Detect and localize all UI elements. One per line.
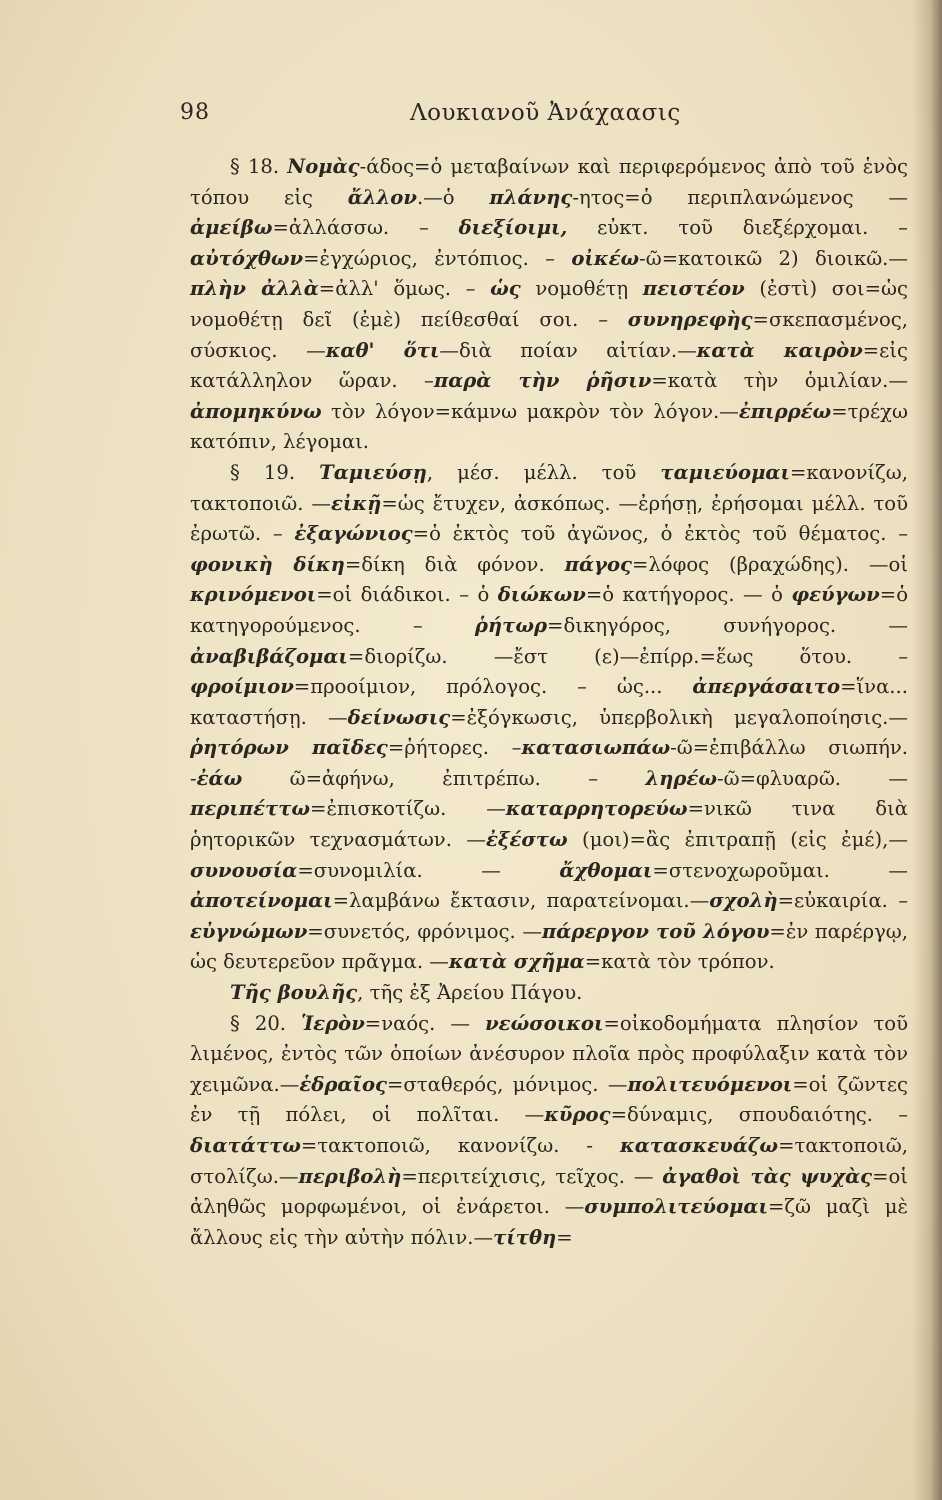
page-number: 98 bbox=[180, 100, 210, 125]
glossary-term: κρινόμενοι bbox=[190, 583, 317, 607]
gloss-text: -άδος=ὁ μεταβαίνων καὶ περιφερόμενος ἀπὸ τοῦ ἑνὸς τόπου εἰς bbox=[190, 155, 908, 209]
gloss-text: =κανονίζω, τακτοποιῶ. — bbox=[190, 460, 908, 515]
gloss-text: =οἱ ἀληθῶς μορφωμένοι, οἱ ἐνάρετοι. — bbox=[190, 1164, 908, 1219]
glossary-term: παρὰ τὴν ῥῆσιν bbox=[433, 369, 652, 393]
gloss-text: =ἐν παρέργῳ, ὡς δευτερεῦον πρᾶγμα. — bbox=[190, 919, 909, 974]
gloss-text: .—ὁ bbox=[416, 185, 490, 209]
glossary-term: φεύγων bbox=[791, 583, 880, 607]
gloss-text: =σκεπασμένος, σύσκιος. — bbox=[190, 307, 908, 362]
running-title: Λουκιανοῦ Ἀνάχαασις bbox=[410, 100, 681, 126]
gloss-text: =ζῶ μαζὶ μὲ ἄλλους εἰς τὴν αὐτὴν πόλιν.— bbox=[190, 1195, 908, 1249]
gloss-text: =ὁ κατηγορούμενος. – bbox=[190, 583, 908, 637]
gloss-text: =τακτοποιῶ, κανονίζω. - bbox=[300, 1134, 621, 1157]
commentary-body bbox=[190, 152, 908, 1253]
gloss-text: =συνετός, φρόνιμος. — bbox=[307, 919, 542, 943]
gloss-text: =ὁ κατήγορος. — ὁ bbox=[585, 583, 792, 607]
gloss-text: =συνομιλία. — bbox=[297, 858, 560, 882]
gloss-text: =δίκη διὰ φόνον. bbox=[344, 552, 565, 576]
gloss-text: =λαμβάνω ἔκτασιν, παρατείνομαι.— bbox=[332, 889, 710, 913]
glossary-term: ῥήτωρ bbox=[474, 613, 548, 637]
section-number: § 19. bbox=[230, 460, 320, 484]
glossary-term: πλὴν ἀλλὰ bbox=[190, 277, 319, 301]
gloss-text: ῶ=ἀφήνω, ἐπιτρέπω. – bbox=[242, 766, 646, 790]
glossary-term: κατὰ καιρὸν bbox=[696, 338, 863, 362]
glossary-term: εἰκῇ bbox=[331, 491, 382, 515]
gloss-text: =προοίμιον, πρόλογος. – ὡς... bbox=[293, 675, 693, 699]
glossary-term: τίτθη bbox=[493, 1225, 557, 1249]
glossary-term: κατασιωπάω bbox=[521, 736, 671, 760]
gloss-text: =κατὰ τὸν τρόπον. bbox=[584, 950, 775, 974]
glossary-term: πλάνης bbox=[489, 185, 573, 209]
glossary-term: Τῆς βουλῆς bbox=[230, 981, 358, 1005]
gloss-text: =ἐξόγκωσις, ὑπερβολικὴ μεγαλοποίησις.— bbox=[450, 705, 908, 729]
glossary-term: ἀπομηκύνω bbox=[190, 399, 322, 423]
gloss-text: τὸν λόγον=κάμνω μακρὸν τὸν λόγον.— bbox=[321, 399, 739, 423]
glossary-term: δείνωσις bbox=[347, 705, 451, 729]
glossary-term: ἀναβιβάζομαι bbox=[190, 644, 348, 668]
gloss-text: =δύναμις, σπουδαιότης. – bbox=[610, 1103, 908, 1127]
gloss-text: =ὁ ἐκτὸς τοῦ ἀγῶνος, ὁ ἐκτὸς τοῦ θέματος. – bbox=[412, 522, 908, 546]
glossary-term: ἑδραῖος bbox=[299, 1072, 387, 1096]
glossary-term: κῦρος bbox=[544, 1103, 611, 1127]
glossary-term: ἐάω bbox=[196, 766, 243, 790]
glossary-term: αὐτόχθων bbox=[190, 246, 304, 270]
gloss-text: =ναός. — bbox=[364, 1011, 486, 1035]
glossary-term: διώκων bbox=[497, 583, 586, 607]
glossary-term: πάγος bbox=[564, 552, 632, 576]
gloss-text: =ἀλλάσσω. – bbox=[272, 216, 459, 240]
glossary-term: κατασκευάζω bbox=[620, 1134, 779, 1157]
gloss-text: =λόφος (βραχώδης). —οἱ bbox=[631, 552, 909, 576]
gloss-text: =εἰς κατάλληλον ὥραν. – bbox=[190, 338, 908, 393]
glossary-term: διατάττω bbox=[190, 1134, 301, 1157]
gloss-text: =ὡς ἔτυχεν, ἀσκόπως. —ἐρήσῃ, ἐρήσομαι μέλλ. τοῦ ἐρωτῶ. – bbox=[190, 491, 909, 546]
gloss-text: —διὰ ποίαν αἰτίαν.— bbox=[439, 338, 697, 362]
glossary-term: νεώσοικοι bbox=[485, 1011, 604, 1035]
gloss-text: , μέσ. μέλλ. τοῦ bbox=[426, 460, 661, 484]
glossary-term: πειστέον bbox=[642, 277, 745, 301]
glossary-term: περιβολὴ bbox=[298, 1164, 402, 1188]
glossary-term: Νομὰς bbox=[287, 155, 360, 178]
glossary-term: εὐγνώμων bbox=[190, 919, 308, 943]
glossary-term: ληρέω bbox=[645, 766, 718, 790]
gloss-text: =οἰκοδομήματα πλησίον τοῦ λιμένος, ἐντὸς τῶν ὁποίων ἀνέσυρον πλοῖα πρὸς προφύλαξιν κατὰ τὸν χειμῶνα.— bbox=[190, 1011, 908, 1096]
gloss-text: =δικηγόρος, συνήγορος. — bbox=[547, 613, 909, 637]
glossary-term: φονικὴ δίκη bbox=[190, 552, 345, 576]
gloss-text: εὐκτ. τοῦ διεξέρχομαι. – bbox=[567, 216, 908, 240]
glossary-term: φροίμιον bbox=[190, 675, 294, 699]
glossary-term: ἀγαθοὶ τὰς ψυχὰς bbox=[662, 1164, 873, 1188]
gloss-text: νομοθέτῃ bbox=[520, 277, 643, 301]
gloss-text: (μοι)=ἂς ἐπιτραπῇ (εἰς ἐμέ),— bbox=[567, 828, 908, 852]
glossary-term: ἀμείβω bbox=[190, 216, 273, 240]
gloss-text: -ῶ=κατοικῶ 2) διοικῶ.— bbox=[639, 246, 909, 270]
gloss-text: =εὐκαιρία. – bbox=[777, 889, 908, 913]
gloss-text: =οἱ διάδικοι. – ὁ bbox=[316, 583, 498, 607]
gloss-text: =σταθερός, μόνιμος. — bbox=[386, 1072, 628, 1096]
gloss-text: =τρέχω κατόπιν, λέγομαι. bbox=[190, 399, 908, 454]
gloss-text: =ἀλλ' ὅμως. – bbox=[318, 277, 491, 301]
gloss-text: -ῶ=φλυαρῶ. — bbox=[717, 766, 908, 790]
glossary-term: ἀποτείνομαι bbox=[190, 889, 333, 913]
gloss-text: =ῥήτορες. – bbox=[387, 736, 522, 760]
section-number: § 20. bbox=[230, 1011, 302, 1035]
page-spine-shadow bbox=[912, 0, 942, 1500]
gloss-text: =στενοχωροῦμαι. — bbox=[652, 858, 908, 882]
gloss-text: =ἵνα... καταστήσῃ. — bbox=[190, 675, 908, 729]
glossary-term: ἐξαγώνιος bbox=[294, 522, 413, 546]
gloss-text: =τακτοποιῶ, στολίζω.— bbox=[190, 1134, 908, 1188]
glossary-term: ἀπεργάσαιτο bbox=[692, 675, 841, 699]
glossary-term: ἄλλον bbox=[347, 185, 417, 209]
gloss-text: , τῆς ἐξ Ἀρείου Πάγου. bbox=[357, 981, 583, 1005]
glossary-term: κατὰ σχῆμα bbox=[448, 950, 585, 974]
glossary-term: καθ' ὅτι bbox=[325, 338, 440, 362]
glossary-term: ἄχθομαι bbox=[559, 858, 653, 882]
glossary-term: ἐξέστω bbox=[485, 828, 568, 852]
section-19-note-paragraph bbox=[190, 978, 908, 1009]
page-header bbox=[180, 100, 880, 134]
glossary-term: ὡς bbox=[490, 277, 521, 301]
glossary-term: καταρρητορεύω bbox=[505, 797, 688, 821]
gloss-text: =νικῶ τινα διὰ ῥητορικῶν τεχνασμάτων. — bbox=[190, 797, 908, 852]
gloss-text: =ἐγχώριος, ἐντόπιος. – bbox=[303, 246, 572, 270]
section-18-paragraph bbox=[190, 152, 908, 458]
glossary-term: ταμιεύομαι bbox=[660, 460, 790, 484]
gloss-text: =διορίζω. —ἔστ (ε)—ἐπίρρ.=ἕως ὅτου. – bbox=[347, 644, 908, 668]
gloss-text: -ητος=ὁ περιπλανώμενος — bbox=[572, 185, 908, 209]
glossary-term: Ἱερὸν bbox=[301, 1011, 365, 1035]
gloss-text: =ἐπισκοτίζω. — bbox=[310, 797, 506, 821]
gloss-text: (ἐστὶ) σοι=ὡς νομοθέτῃ δεῖ (ἐμὲ) πείθεσθαί σοι. – bbox=[190, 277, 908, 331]
glossary-term: συνουσία bbox=[190, 858, 298, 882]
glossary-term: περιπέττω bbox=[190, 797, 311, 821]
glossary-term: ῥητόρων παῖδες bbox=[190, 736, 388, 760]
gloss-text: -ῶ=ἐπιβάλλω σιωπήν. - bbox=[190, 736, 909, 790]
gloss-text: =περιτείχισις, τεῖχος. — bbox=[401, 1164, 663, 1188]
glossary-term: συνηρεφὴς bbox=[627, 307, 753, 331]
glossary-term: σχολὴ bbox=[709, 889, 778, 913]
glossary-term: συμπολιτεύομαι bbox=[584, 1195, 768, 1219]
gloss-text: = bbox=[556, 1225, 573, 1249]
glossary-term: οἰκέω bbox=[571, 246, 640, 270]
section-19-paragraph bbox=[190, 458, 908, 978]
gloss-text: =οἱ ζῶντες ἐν τῇ πόλει, οἱ πολῖται. — bbox=[190, 1072, 908, 1127]
glossary-term: πολιτευόμενοι bbox=[627, 1072, 793, 1096]
section-20-paragraph bbox=[190, 1009, 908, 1254]
glossary-term: ἐπιρρέω bbox=[738, 399, 832, 423]
glossary-term: διεξίοιμι, bbox=[458, 216, 568, 240]
section-number: § 18. bbox=[230, 155, 288, 178]
glossary-term: πάρεργον τοῦ λόγου bbox=[541, 919, 770, 943]
gloss-text: =κατὰ τὴν ὁμιλίαν.— bbox=[651, 369, 908, 393]
glossary-term: Ταμιεύσῃ bbox=[319, 460, 427, 484]
